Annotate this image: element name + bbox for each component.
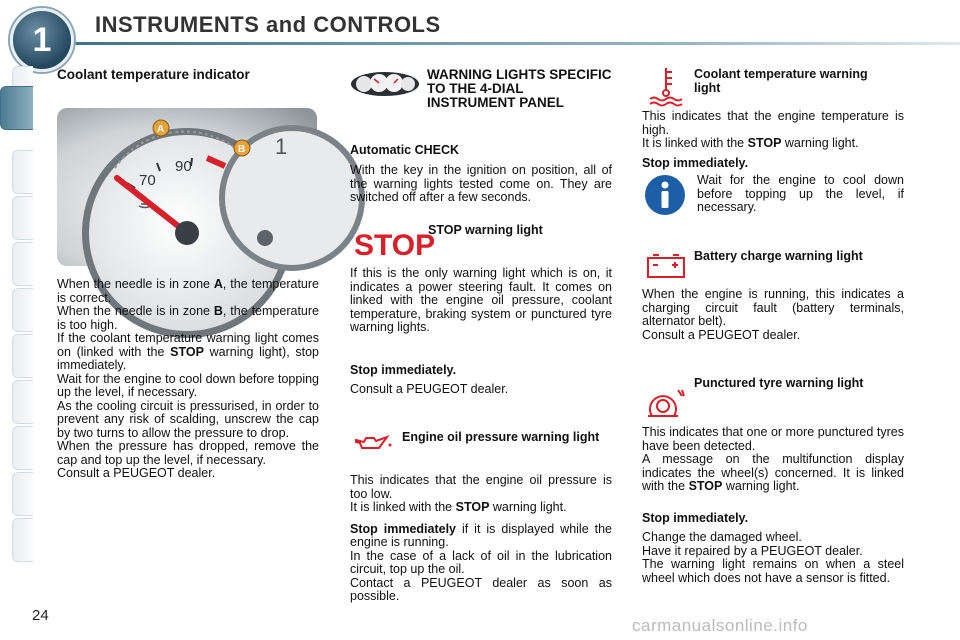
chapter-tab[interactable] [12, 242, 33, 286]
coolant-text-b: It is linked with the STOP warning light. [642, 136, 859, 150]
stop-immediately: Stop immediately. [350, 363, 457, 377]
auto-check-title: Automatic CHECK [350, 143, 460, 157]
info-icon [644, 174, 686, 216]
oil-stop: Stop immediately if it is displayed while the engine is running. [350, 521, 612, 549]
stop-warning-icon [353, 228, 436, 262]
gauge-label-a: A [157, 124, 165, 135]
auto-check-text: With the key in the ignition on position, all of the warning lights tested come on. They are switched off after a few seconds. [350, 163, 612, 204]
left-section-title: Coolant temperature indicator [57, 67, 250, 82]
tyre-stop: Stop immediately. [642, 511, 749, 525]
battery-icon [646, 253, 686, 279]
oil-can-icon [354, 432, 394, 454]
gauge-scale-1: 1 [275, 134, 288, 159]
chapter-tab[interactable] [12, 472, 33, 516]
chapter-tabs [0, 66, 32, 576]
tyre-body [642, 426, 904, 494]
gauge-label-b: B [238, 144, 246, 155]
coolant-text-a: This indicates that the engine temperature is high. [642, 109, 904, 137]
battery-body [642, 288, 904, 342]
tyre-text-e: Have it repaired by a PEUGEOT dealer. [642, 543, 863, 558]
coolant-body [642, 110, 904, 151]
stop-title: STOP warning light [428, 223, 543, 237]
chapter-tab[interactable] [12, 426, 33, 470]
chapter-badge: 1 [10, 8, 74, 72]
tyre-body-2 [642, 531, 904, 585]
oil-text-e: Contact a PEUGEOT dealer as soon as possible. [350, 575, 612, 603]
left-para-3: If the coolant temperature warning light comes on (linked with the STOP warning light), stop immediately. [57, 331, 319, 372]
chapter-tab[interactable] [12, 380, 33, 424]
chapter-tab-active[interactable] [0, 86, 33, 130]
stop-consult: Consult a PEUGEOT dealer. [350, 382, 509, 396]
left-para-5: As the cooling circuit is pressurised, in order to prevent any risk of scalding, unscrew the cap by two turns to allow the pressure to drop. [57, 398, 319, 440]
page-title: INSTRUMENTS and CONTROLS [95, 12, 441, 37]
oil-text-d: In the case of a lack of oil in the lubrication circuit, top up the oil. [350, 548, 612, 576]
oil-body [350, 474, 612, 604]
left-para-4: Wait for the engine to cool down before topping up the level, if necessary. [57, 371, 319, 399]
gauge-scale-70: 70 [139, 172, 156, 189]
svg-text:STOP: STOP [354, 229, 436, 262]
coolant-title: Coolant temperature warning light [694, 67, 868, 95]
chapter-tab[interactable] [12, 518, 33, 562]
instrument-panel-icon [350, 70, 420, 98]
left-para-1: When the needle is in zone A, the temperature is correct. [57, 277, 319, 305]
coolant-stop: Stop immediately. [642, 156, 749, 170]
left-para-7: Consult a PEUGEOT dealer. [57, 466, 216, 480]
battery-title: Battery charge warning light [694, 249, 863, 263]
tyre-text-b: A message on the multifunction display indicates the wheel(s) concerned. It is linked with the STOP warning light. [642, 452, 904, 493]
tyre-text-f: The warning light remains on when a steel wheel which does not have a sensor is fitted. [642, 557, 904, 585]
chapter-tab[interactable] [12, 150, 33, 194]
left-para-2: When the needle is in zone B, the temperature is too high. [57, 304, 319, 332]
gauge-scale-90: 90 [175, 158, 192, 175]
left-para-6: When the pressure has dropped, remove the cap and top up the level, if necessary. [57, 439, 319, 467]
chapter-tab[interactable] [12, 334, 33, 378]
oil-text-a: This indicates that the engine oil pressure is too low. [350, 473, 612, 501]
oil-text-b: It is linked with the STOP warning light. [350, 500, 567, 514]
tyre-text-a: This indicates that one or more punctured tyres have been detected. [642, 425, 904, 453]
left-body [57, 278, 319, 481]
header-rule [55, 42, 960, 45]
oil-title: Engine oil pressure warning light [402, 430, 600, 444]
coolant-gauge-image [57, 108, 317, 266]
battery-text-b: Consult a PEUGEOT dealer. [642, 327, 801, 342]
middle-section-title: WARNING LIGHTS SPECIFIC TO THE 4-DIAL INSTRUMENT PANEL [427, 67, 612, 110]
tyre-text-d: Change the damaged wheel. [642, 530, 802, 544]
punctured-tyre-icon [646, 386, 686, 418]
tyre-title: Punctured tyre warning light [694, 376, 864, 390]
page-number: 24 [32, 607, 49, 624]
coolant-temperature-icon [648, 66, 684, 106]
chapter-tab[interactable] [12, 288, 33, 332]
battery-text-a: When the engine is running, this indicates a charging circuit fault (battery terminals, alternator belt). [642, 287, 904, 328]
info-text: Wait for the engine to cool down before topping up the level, if necessary. [697, 173, 904, 214]
chapter-tab[interactable] [12, 196, 33, 240]
stop-text: If this is the only warning light which is on, it indicates a power steering fault. It comes on linked with the engine oil pressure, coolant temperature, braking system or punctured tyre warning lights. [350, 266, 612, 334]
watermark: carmanualsonline.info [632, 616, 808, 635]
